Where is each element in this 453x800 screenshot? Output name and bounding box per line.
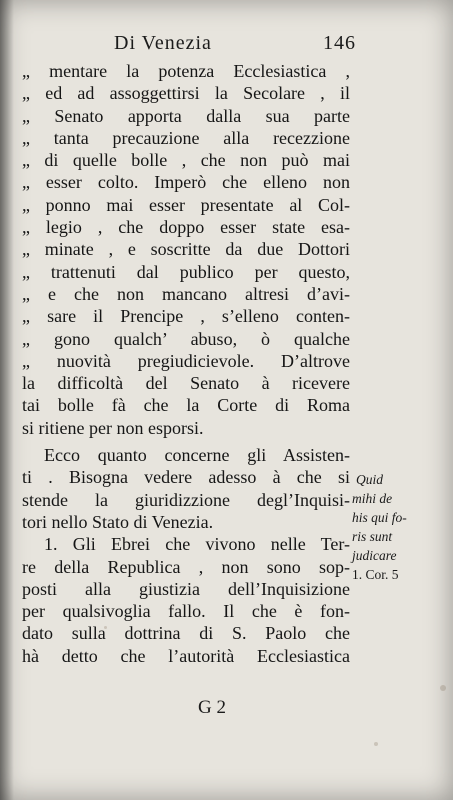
text-line: „ gono qualch’ abuso, ò qualche [22, 328, 350, 349]
text-line: „ trattenuti dal publico per questo, [22, 261, 350, 282]
text-line: „ ponno mai esser presentate al Col- [22, 194, 350, 215]
text-line: „ nuovità pregiudicievole. D’altrove [22, 350, 350, 371]
signature-mark: G 2 [198, 697, 226, 718]
page-header [60, 32, 356, 58]
text-line: si ritiene per non esporsi. [22, 417, 204, 438]
margin-note-line: ris sunt [352, 529, 393, 544]
text-line: „ mentare la potenza Ecclesiastica , [22, 61, 350, 81]
text-line: tai bolle fà che la Corte di Roma [22, 395, 350, 416]
text-line: „ esser colto. Imperò che elleno non [22, 172, 350, 193]
text-line: „ Senato apporta dalla sua parte [22, 105, 350, 126]
text-line: 1. Gli Ebrei che vivono nelle Ter- [44, 534, 350, 555]
text-line: posti alla giustizia dell’Inquisizione [22, 578, 350, 599]
text-line: per qualsivoglia fallo. Il che è fon- [22, 601, 350, 622]
text-line: „ legio , che doppo esser state esa- [22, 217, 350, 238]
text-line: dato sulla dottrina di S. Paolo che [22, 623, 350, 644]
margin-note-line: Quid [356, 472, 383, 487]
page-number: 146 [323, 32, 356, 54]
text-line: „ e che non mancano altresi d’avi- [22, 283, 350, 304]
margin-note-line: mihi de [352, 491, 393, 506]
body-text [22, 60, 350, 667]
text-line: „ di quelle bolle , che non può mai [22, 150, 350, 171]
text-line: hà detto che l’autorità Ecclesiastica [22, 645, 350, 666]
running-title: Di Venezia [114, 32, 212, 54]
margin-note-line: judicare [352, 548, 397, 563]
ink-spot [440, 685, 446, 691]
text-line: re della Republica , non sono sop- [22, 556, 350, 577]
text-line: ti . Bisogna vedere adesso à che si [22, 467, 350, 488]
ink-spot [104, 626, 107, 629]
text-line: tori nello Stato di Venezia. [22, 511, 214, 532]
ink-spot [374, 742, 378, 746]
text-line: la difficoltà del Senato à ricevere [22, 373, 350, 394]
text-line: „ tanta precauzione alla recezzione [22, 127, 350, 148]
margin-note-line: his qui fo- [352, 510, 407, 525]
margin-note [352, 470, 450, 584]
margin-note-line: 1. Cor. 5 [352, 567, 399, 582]
text-line: „ ed ad assoggettirsi la Secolare , il [22, 83, 350, 104]
text-line: stende la giuridizzione degl’Inquisi- [22, 489, 350, 510]
text-line: „ sare il Prencipe , s’elleno conten- [22, 306, 350, 327]
text-line: Ecco quanto concerne gli Assisten- [44, 445, 350, 466]
text-line: „ minate , e soscritte da due Dottori [22, 239, 350, 260]
